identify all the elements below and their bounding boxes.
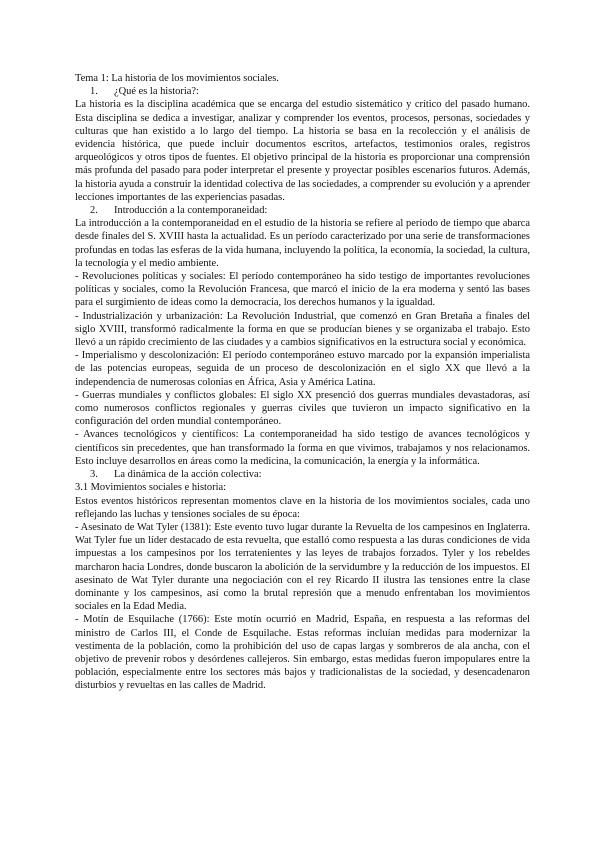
document-title: Tema 1: La historia de los movimientos sociales. xyxy=(75,73,279,84)
list-item-esquilache: - Motín de Esquilache (1766): Este motín ocurrió en Madrid, España, en respuesta a las reformas del ministro de Carlos III, el Conde de Esquilache. Estas reformas incluían medidas para modernizar la vestimenta de la población, como la prohibición del uso de capas largas y sombreros de ala ancha, con el objetivo de prevenir robos y desórdenes callejeros. Sin embargo, estas medidas fueron impopulares entre la población, especialmente entre los sectores más bajos y tradicionalistas de la sociedad, y desencadenaron disturbios y revueltas en las calles de Madrid. xyxy=(75,614,530,692)
list-item-revoluciones: - Revoluciones políticas y sociales: El período contemporáneo ha sido testigo de importantes revoluciones políticas y sociales, como la Revolución Francesa, que marcó el inicio de la era moderna y sentó las bases para el surgimiento de ideas como la democracia, los derechos humanos y la igualdad. xyxy=(75,271,530,309)
list-item-wat-tyler: - Asesinato de Wat Tyler (1381): Este evento tuvo lugar durante la Revuelta de los campesinos en Inglaterra. Wat Tyler fue un líder destacado de esta revuelta, que estalló como respuesta a las duras condiciones de vida impuestas a los campesinos por los terratenientes y las leyes de trabajos forzados. Tyler y los rebeldes marcharon hacia Londres, donde buscaron la abolición de la servidumbre y la reducción de los impuestos. El asesinato de Wat Tyler durante una negociación con el rey Ricardo II ilustra las tensiones entre la clase dominante y los campesinos, así como la brutal represión que a menudo enfrentaban los movimientos sociales en la Edad Media. xyxy=(75,521,530,613)
document-body xyxy=(75,72,530,693)
list-item-avances: - Avances tecnológicos y científicos: La contemporaneidad ha sido testigo de avances tecnológicos y científicos sin precedentes, que han transformado la forma en que vivimos, trabajamos y nos relacionamos. Esto incluye desarrollos en áreas como la medicina, la comunicación, la energía y la informática. xyxy=(75,429,530,467)
section-1-heading xyxy=(75,85,530,98)
section-2-heading xyxy=(75,204,530,217)
section-1-number: 1. xyxy=(90,86,98,98)
section-2-title: Introducción a la contemporaneidad: xyxy=(114,205,268,217)
section-1-title: ¿Qué es la historia?: xyxy=(114,86,199,98)
section-2-number: 2. xyxy=(90,205,98,217)
subsection-3-1-intro: Estos eventos históricos representan momentos clave en la historia de los movimientos sociales, cada uno reflejando las luchas y tensiones sociales de su época: xyxy=(75,495,530,520)
section-2-intro-paragraph: La introducción a la contemporaneidad en el estudio de la historia se refiere al período de tiempo que abarca desde finales del S. XVIII hasta la actualidad. Es un período caracterizado por una serie de transformaciones profundas en todas las esferas de la vida humana, incluyendo la política, la economía, la sociedad, la cultura, la tecnología y el medio ambiente. xyxy=(75,218,530,269)
section-3-number: 3. xyxy=(90,469,98,481)
list-item-imperialismo: - Imperialismo y descolonización: El período contemporáneo estuvo marcado por la expansión imperialista de las potencias europeas, seguida de un proceso de descolonización en el siglo XX que llevó a la independencia de numerosas colonias en África, Asia y América Latina. xyxy=(75,350,530,388)
list-item-industrializacion: - Industrialización y urbanización: La Revolución Industrial, que comenzó en Gran Bretaña a finales del siglo XVIII, transformó radicalmente la forma en que se producían bienes y se organizaba el trabajo. Esto llevó a un rápido crecimiento de las ciudades y a cambios significativos en la estructura social y económica. xyxy=(75,310,530,349)
section-3-title: La dinámica de la acción colectiva: xyxy=(114,469,262,481)
section-1-paragraph: La historia es la disciplina académica que se encarga del estudio sistemático y crítico del pasado humano. Esta disciplina se dedica a investigar, analizar y comprender los eventos, procesos, personas, sociedades y culturas que han existido a lo largo del tiempo. La historia se basa en la recolección y el análisis de evidencia histórica, que puede incluir documentos escritos, artefactos, testimonios orales, registros arqueológicos y otros tipos de fuentes. El objetivo principal de la historia es proporcionar una comprensión más profunda del pasado para poder interpretar el presente y proyectar posibles escenarios futuros. Además, la historia ayuda a construir la identidad colectiva de las sociedades, a comprender su evolución y a aprender lecciones importantes de las experiencias pasadas. xyxy=(75,99,530,203)
section-3-heading xyxy=(75,468,530,481)
subsection-3-1-heading: 3.1 Movimientos sociales e historia: xyxy=(75,482,227,494)
list-item-guerras: - Guerras mundiales y conflictos globales: El siglo XX presenció dos guerras mundiales devastadoras, así como numerosos conflictos regionales y guerras civiles que tuvieron un impacto significativo en la configuración del orden mundial contemporáneo. xyxy=(75,389,530,428)
